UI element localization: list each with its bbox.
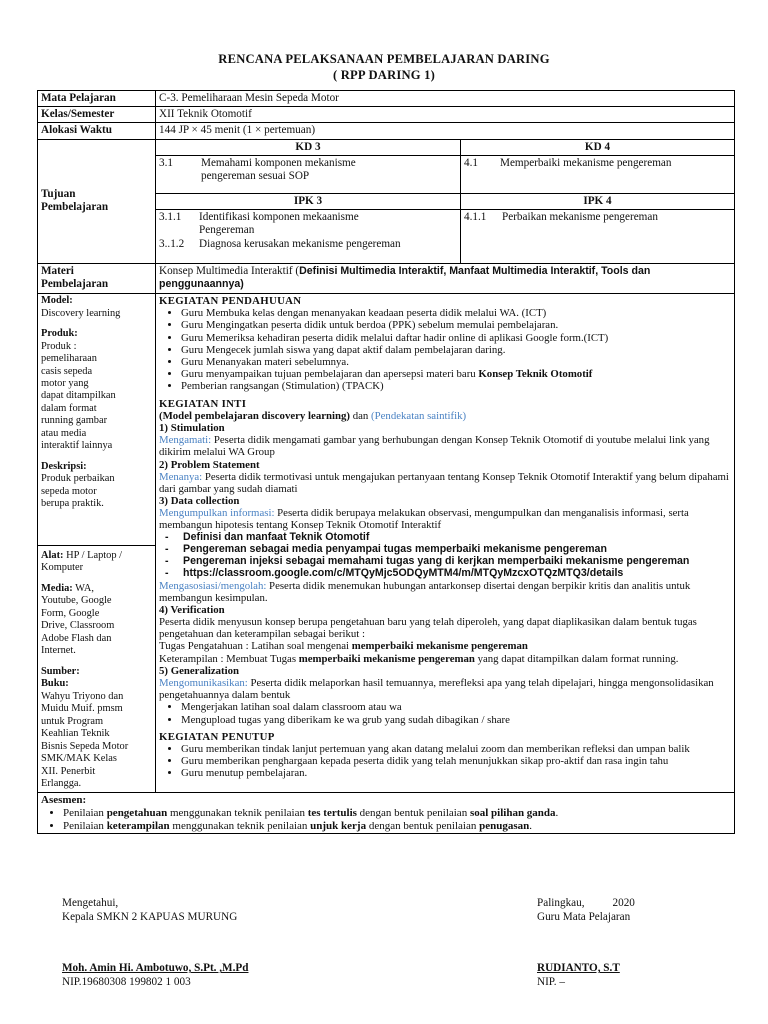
list-item: • Mengupload tugas yang diberikam ke wa grub yang sudah dibagikan / share <box>181 714 731 726</box>
mapel-label: Mata Pelajaran <box>38 91 156 107</box>
kelas-value: XII Teknik Otomotif <box>156 107 735 123</box>
pendahuluan-heading: KEGIATAN PENDAHUUAN <box>159 295 302 308</box>
stage-data-collection: 3) Data collection <box>159 495 240 508</box>
activities-cell: KEGIATAN PENDAHUUAN • Guru Membuka kelas dengan menanyakan keadaan peserta didik melalui WA. (ICT) • Guru Mengingatkan peserta didik untuk berdoa (PPK) sebelum memulai pembelajaran. • Guru Memeriksa kehadiran peserta didik melalui daftar hadir online di aplikasi Google form.(ICT) • Guru Mengecek jumlah siswa yang dapat aktif dalam pembelajaran daring. • Guru Menanyakan materi sebelumnya. • Guru menyampaikan tujuan pembelajaran dan apersepsi materi baru Konsep Teknik Otomotif • Pemberian rangsangan (Stimulation) (TPACK) KEGIATAN INTI (Model pembelajaran discovery learning) dan (Pendekatan saintifik) 1) Stimulation Mengamati: Peserta didik mengamati gambar yang berhubungan dengan Konsep Teknik Otomotif di youtube melalui link yang dikirim melalui WA Group 2) Problem Statement Menanya: Peserta didik termotivasi untuk mengajukan pertanyaan tentang Konsep Teknik Otomotif Interaktif yang belum dipahami dari gambar yang sudah diamati 3) Data collection Mengumpulkan informasi: Peserta didik berupaya melakukan observasi, mengumpulkan dan menganalisis informasi, serta membangun hipotesis tentang Konsep Teknik Otomotif Interaktif - Definisi dan manfaat Teknik Otomotif - Pengereman sebagai media penyampai tugas memperbaiki mekanisme pengereman - Pengereman injeksi sebagai memahami tugas yang di kerjkan memperbaiki mekanisme pengereman - https://classroom.google.com/c/MTQyMjc5ODQyMTM4/m/MTQyMzcxOTQzMTQ3/details Mengasosiasi/mengolah: Peserta didik menemukan hubungan antarkonsep disertai dengan berpikir kritis dan analitis untuk membangun kesimpulan. 4) Verification Peserta didik menyusun konsep berupa pengetahuan baru yang telah diperoleh, yang dapat diaplikasikan dalam bentuk tugas pengetahuan dan keterampilan sebagai berikut : Tugas Pengatahuan : Latihan soal mengenai memperbaiki mekanisme pengereman Keterampilan : Membuat Tugas memperbaiki mekanisme pengereman yang dapat ditampilkan dalam format running. 5) Generalization Mengomunikasikan: Peserta didik melaporkan hasil temuannya, merefleksi apa yang telah dipelajari, hingga mengonsolidasikan pengetahuannya dalam bentuk • Mengerjakan latihan soal dalam classroom atau wa • Mengupload tugas yang diberikam ke wa grub yang sudah dibagikan / share KEGIATAN PENUTUP • Guru memberikan tindak lanjut pertemuan yang akan datang melalui zoom dan memberikan refleksi dan umpan balik • Guru memberikan penghargaan kepada peserta didik yang telah menunjukkan sikap pro-aktif dan rasa ingin tahu • Guru menutup pembelajaran. <box>156 294 735 792</box>
list-item: • Guru memberikan penghargaan kepada peserta didik yang telah menunjukkan sikap pro-aktif dan rasa ingin tahu <box>181 755 731 767</box>
signature-right-nip: NIP. – <box>537 976 565 988</box>
list-item: • Penilaian pengetahuan menggunakan teknik penilaian tes tertulis dengan bentuk penilaian soal pilihan ganda. <box>63 807 731 820</box>
list-item: - Definisi dan manfaat Teknik Otomotif <box>183 532 731 544</box>
kd3-cell: 3.1 Memahami komponen mekanisme pengereman sesuai SOP <box>156 155 461 193</box>
list-item: - Pengereman injeksi sebagai memahami tugas yang di kerjkan memperbaiki mekanisme pengereman <box>183 556 731 568</box>
materi-label: Materi Pembelajaran <box>38 264 156 294</box>
list-item: • Guru Mengingatkan peserta didik untuk berdoa (PPK) sebelum memulai pembelajaran. <box>181 319 731 331</box>
materi-value: Konsep Multimedia Interaktif (Definisi Multimedia Interaktif, Manfaat Multimedia Interaktif, Tools dan penggunaannya) <box>156 264 735 294</box>
ipk4-header: IPK 4 <box>461 193 735 209</box>
tujuan-label: Tujuan Pembelajaran <box>38 139 156 263</box>
signature-left-title: Kepala SMKN 2 KAPUAS MURUNG <box>62 911 238 923</box>
stage-verification: 4) Verification <box>159 603 225 616</box>
asesmen-list <box>41 807 731 833</box>
resources-sidebar: Model: Discovery learning Produk: Produk : pemeliharaan casis sepeda motor yang dapat ditampilkan dalam format running gambar atau media interaktif lainnya Deskripsi: Produk perbaikan sepeda motor berupa praktik. Alat: HP / Laptop / Komputer Media: WA, Youtube, Google Form, Google Drive, Classroom Adobe Flash dan Internet. Sumber: Buku: Wahyu Triyono dan Muidu Muif. pmsm untuk Program Keahlian Teknik Bisnis Sepeda Motor SMK/MAK Kelas XII. Penerbit Erlangga. <box>38 294 156 792</box>
signature-right-place-date: Palingkau, 2020 <box>537 897 635 909</box>
mapel-value: C-3. Pemeliharaan Mesin Sepeda Motor <box>156 91 735 107</box>
kd4-header: KD 4 <box>461 139 735 155</box>
list-item: • Guru memberikan tindak lanjut pertemuan yang akan datang melalui zoom dan memberikan refleksi dan umpan balik <box>181 743 731 755</box>
list-item: • Guru Membuka kelas dengan menanyakan keadaan peserta didik melalui WA. (ICT) <box>181 307 731 319</box>
kd4-cell: 4.1 Memperbaiki mekanisme pengereman <box>461 155 735 193</box>
signature-left-name: Moh. Amin Hi. Ambotuwo, S.Pt. ,M.Pd <box>62 962 249 974</box>
document-subtitle: ( RPP DARING 1) <box>333 68 435 82</box>
generalization-list <box>159 701 731 725</box>
data-collection-list <box>159 532 731 580</box>
penutup-list <box>159 743 731 780</box>
kd3-header: KD 3 <box>156 139 461 155</box>
alokasi-value: 144 JP × 45 menit (1 × pertemuan) <box>156 123 735 139</box>
list-item: • Guru Memeriksa kehadiran peserta didik melalui daftar hadir online di aplikasi Google form.(ICT) <box>181 332 731 344</box>
stage-stimulation: 1) Stimulation <box>159 421 225 434</box>
list-item: • Pemberian rangsangan (Stimulation) (TPACK) <box>181 380 731 392</box>
document-title: RENCANA PELAKSANAAN PEMBELAJARAN DARING <box>218 52 550 66</box>
lesson-plan-table <box>37 90 735 834</box>
inti-heading: KEGIATAN INTI <box>159 397 247 410</box>
list-item: • Guru Mengecek jumlah siswa yang dapat aktif dalam pembelajaran daring. <box>181 344 731 356</box>
ipk4-cell: 4.1.1 Perbaikan mekanisme pengereman <box>461 210 735 264</box>
list-item: • Guru menyampaikan tujuan pembelajaran dan apersepsi materi baru Konsep Teknik Otomotif <box>181 368 731 380</box>
asesmen-cell <box>38 792 735 834</box>
list-item: • Guru Menanyakan materi sebelumnya. <box>181 356 731 368</box>
stage-generalization: 5) Generalization <box>159 664 240 677</box>
ipk3-header: IPK 3 <box>156 193 461 209</box>
inti-model: (Model pembelajaran discovery learning) dan (Pendekatan saintifik) <box>159 409 467 422</box>
signature-right-title: Guru Mata Pelajaran <box>537 911 631 923</box>
signature-right-name: RUDIANTO, S.T <box>537 962 620 974</box>
list-item: - Pengereman sebagai media penyampai tugas memperbaiki mekanisme pengereman <box>183 544 731 556</box>
list-item: • Penilaian keterampilan menggunakan teknik penilaian unjuk kerja dengan bentuk penilaian penugasan. <box>63 820 731 833</box>
pendahuluan-list <box>159 307 731 392</box>
kelas-label: Kelas/Semester <box>38 107 156 123</box>
asesmen-label: Asesmen: <box>41 793 87 806</box>
alokasi-label: Alokasi Waktu <box>38 123 156 139</box>
classroom-link[interactable]: - https://classroom.google.com/c/MTQyMjc5ODQyMTM4/m/MTQyMzcxOTQzMTQ3/details <box>183 568 731 580</box>
list-item: • Mengerjakan latihan soal dalam classroom atau wa <box>181 701 731 713</box>
signature-left-nip: NIP.19680308 199802 1 003 <box>62 976 191 988</box>
signature-left-intro: Mengetahui, <box>62 897 119 909</box>
list-item: • Guru menutup pembelajaran. <box>181 767 731 779</box>
ipk3-cell: 3.1.1 Identifikasi komponen mekaanisme Pengereman 3..1.2 Diagnosa kerusakan mekanisme pengereman <box>156 210 461 264</box>
penutup-heading: KEGIATAN PENUTUP <box>159 730 275 743</box>
stage-problem-statement: 2) Problem Statement <box>159 458 260 471</box>
